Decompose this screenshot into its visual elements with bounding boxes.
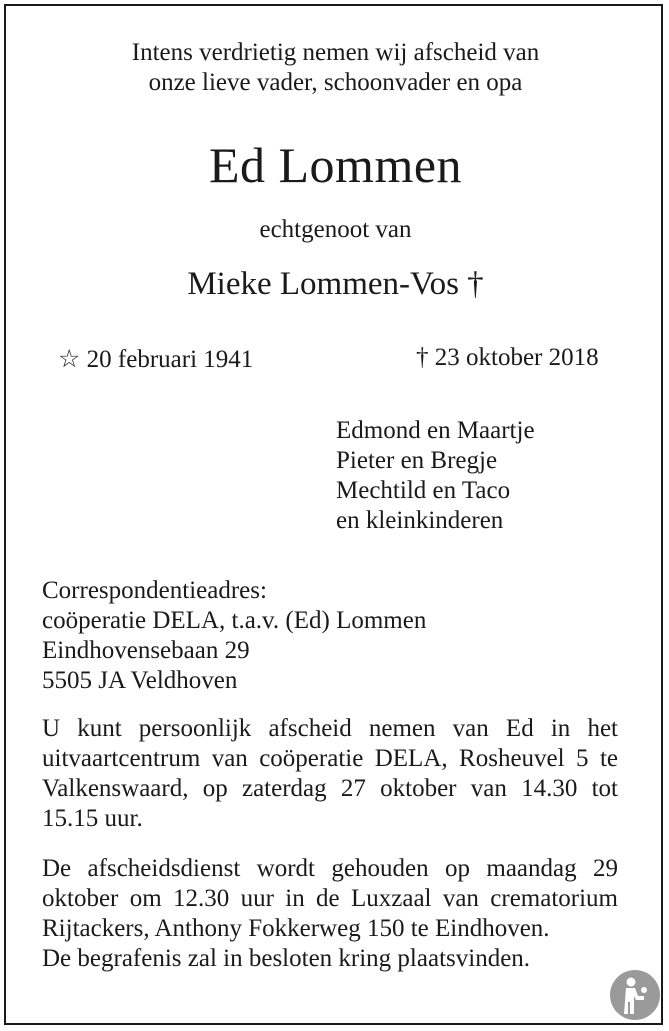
funeral-logo-icon bbox=[609, 969, 661, 1021]
death-date: † 23 oktober 2018 bbox=[416, 344, 599, 371]
farewell-paragraph: U kunt persoonlijk afscheid nemen van Ed in het uitvaartcentrum van coöperatie DELA, Rosheuvel 5 te Valkenswaard, op zaterdag 27 oktober van 14.30 tot 15.15 uur. bbox=[42, 715, 618, 832]
correspondence-address bbox=[42, 576, 426, 696]
intro-line: Intens verdrietig nemen wij afscheid van bbox=[131, 39, 540, 66]
family-member: Mechtild en Taco bbox=[336, 477, 511, 504]
spouse-label: echtgenoot van bbox=[259, 216, 412, 243]
address-line: 5505 JA Veldhoven bbox=[42, 667, 238, 694]
address-line: Eindhovensebaan 29 bbox=[42, 637, 250, 664]
intro-text bbox=[6, 38, 665, 98]
family-member: Edmond en Maartje bbox=[336, 417, 535, 444]
service-paragraph bbox=[42, 854, 618, 974]
family-list bbox=[336, 416, 535, 536]
intro-line: onze lieve vader, schoonvader en opa bbox=[148, 69, 523, 96]
family-member: en kleinkinderen bbox=[336, 507, 504, 534]
service-text: De afscheidsdienst wordt gehouden op maandag 29 oktober om 12.30 uur in de Luxzaal van crematorium Rijtackers, Anthony Fokkerweg 150 te Eindhoven. bbox=[42, 855, 618, 942]
deceased-name: Ed Lommen bbox=[208, 137, 463, 193]
birth-date: ☆ 20 februari 1941 bbox=[58, 346, 254, 373]
obituary-card bbox=[4, 4, 663, 1025]
burial-text: De begrafenis zal in besloten kring plaatsvinden. bbox=[42, 945, 531, 972]
address-line: Correspondentieadres: bbox=[42, 577, 267, 604]
spouse-name: Mieke Lommen-Vos † bbox=[187, 266, 484, 302]
address-line: coöperatie DELA, t.a.v. (Ed) Lommen bbox=[42, 607, 427, 634]
family-member: Pieter en Bregje bbox=[336, 447, 498, 474]
